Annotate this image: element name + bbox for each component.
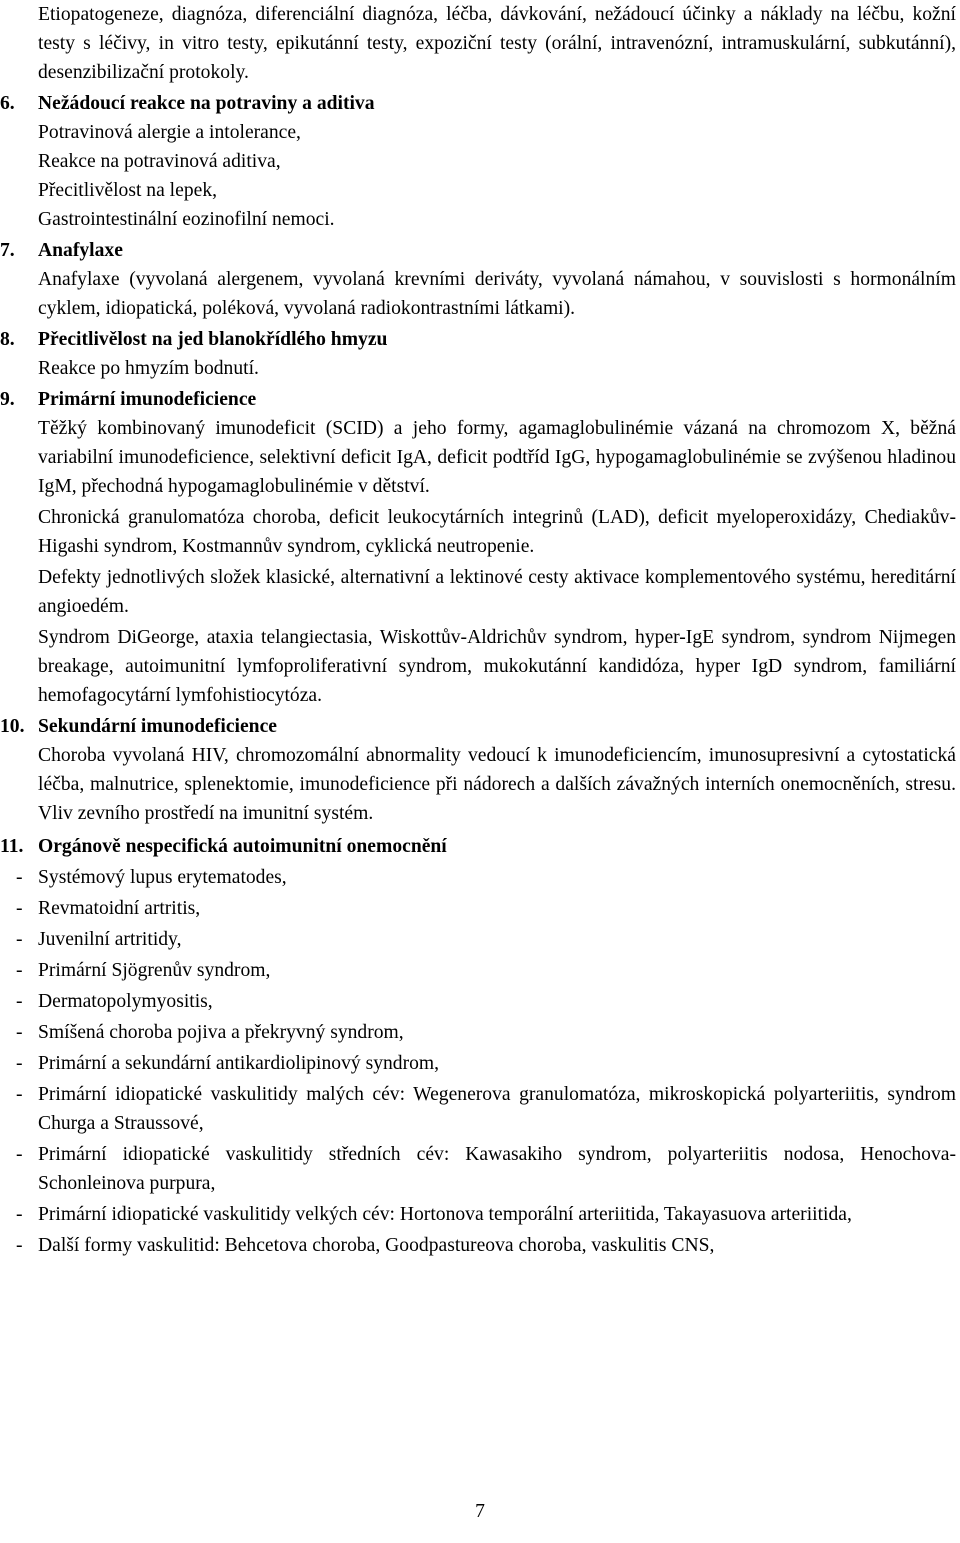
section-paragraph: Choroba vyvolaná HIV, chromozomální abnormality vedoucí k imunodeficiencím, imunosupresivní a cytostatická léčba, malnutrice, splenektomie, imunodeficience při nádorech a dalších závažných interních onemocněních, stresu. Vliv zevního prostředí na imunitní systém.: [38, 745, 956, 824]
section-number: 9.: [0, 389, 15, 410]
list-item-text: Revmatoidní artritis,: [38, 898, 201, 919]
section-paragraph: Reakce po hmyzím bodnutí.: [38, 358, 259, 379]
section-paragraph: Těžký kombinovaný imunodeficit (SCID) a jeho formy, agamaglobulinémie vázaná na chromozom X, běžná variabilní imunodeficience, selektivní deficit IgA, deficit podtříd IgG, hypogamaglobulinémie se zvýšenou hladinou IgM, přechodná hypogamaglobulinémie v dětství.: [38, 418, 956, 497]
dash-marker: -: [16, 1022, 23, 1043]
section-number: 7.: [0, 240, 15, 261]
section-9: [0, 385, 956, 710]
dash-marker: -: [16, 1053, 23, 1074]
list-item: [16, 1200, 956, 1229]
section-6: [0, 89, 956, 234]
list-item-text: Primární Sjögrenův syndrom,: [38, 960, 271, 981]
list-item: [16, 1080, 956, 1138]
section-title: Sekundární imunodeficience: [38, 716, 277, 737]
dash-marker: -: [16, 898, 23, 919]
dash-marker: -: [16, 1235, 23, 1256]
page-number: 7: [475, 1501, 485, 1522]
section-10: [0, 712, 956, 828]
section-heading: [0, 385, 956, 414]
section-line: Reakce na potravinová aditiva,: [38, 151, 281, 172]
dash-marker: -: [16, 929, 23, 950]
list-item-text: Systémový lupus erytematodes,: [38, 867, 287, 888]
list-item-text: Další formy vaskulitid: Behcetova choroba, Goodpastureova choroba, vaskulitis CNS,: [38, 1235, 715, 1256]
list-item-text: Primární idiopatické vaskulitidy středních cév: Kawasakiho syndrom, polyarteriitis nodosa, Henochova-Schonleinova purpura,: [38, 1144, 956, 1194]
dash-marker: -: [16, 1084, 23, 1105]
list-item-text: Primární a sekundární antikardiolipinový syndrom,: [38, 1053, 440, 1074]
list-item: [16, 1018, 956, 1047]
section-heading: [0, 832, 956, 861]
list-item-text: Juvenilní artritidy,: [38, 929, 182, 950]
list-item-text: Dermatopolymyositis,: [38, 991, 213, 1012]
list-item-text: Primární idiopatické vaskulitidy malých cév: Wegenerova granulomatóza, mikroskopická polyarteriitis, syndrom Churga a Straussové,: [38, 1084, 956, 1134]
section-number: 6.: [0, 93, 15, 114]
section-title: Přecitlivělost na jed blanokřídlého hmyzu: [38, 329, 388, 350]
section-number: 10.: [0, 716, 25, 737]
disease-list: [16, 863, 956, 1260]
intro-paragraph: Etiopatogeneze, diagnóza, diferenciální diagnóza, léčba, dávkování, nežádoucí účinky a náklady na léčbu, kožní testy s léčivy, in vitro testy, epikutánní testy, expoziční testy (orální, intravenózní, intramuskulární, subkutánní), desenzibilizační protokoly.: [38, 4, 956, 83]
section-heading: [0, 89, 956, 118]
section-number: 8.: [0, 329, 15, 350]
section-title: Primární imunodeficience: [38, 389, 257, 410]
section-8: [0, 325, 956, 383]
section-title: Nežádoucí reakce na potraviny a aditiva: [38, 93, 375, 114]
section-paragraph: Chronická granulomatóza choroba, deficit leukocytárních integrinů (LAD), deficit myeloperoxidázy, Chediakův-Higashi syndrom, Kostmannův syndrom, cyklická neutropenie.: [38, 507, 956, 557]
list-item: [16, 1049, 956, 1078]
list-item-text: Primární idiopatické vaskulitidy velkých cév: Hortonova temporální arteriitida, Takayasuova arteriitida,: [38, 1204, 852, 1225]
dash-marker: -: [16, 1144, 23, 1165]
section-7: [0, 236, 956, 323]
section-line: Gastrointestinální eozinofilní nemoci.: [38, 209, 335, 230]
section-number: 11.: [0, 836, 24, 857]
dash-marker: -: [16, 1204, 23, 1225]
section-paragraph: Defekty jednotlivých složek klasické, alternativní a lektinové cesty aktivace komplementového systému, hereditární angioedém.: [38, 567, 956, 617]
list-item: [16, 987, 956, 1016]
section-paragraph: Syndrom DiGeorge, ataxia telangiectasia, Wiskottův-Aldrichův syndrom, hyper-IgE syndrom, syndrom Nijmegen breakage, autoimunitní lymfoproliferativní syndrom, mukokutánní kandidóza, hyper IgD syndrom, familiární hemofagocytární lymfohistiocytóza.: [38, 627, 956, 706]
list-item-text: Smíšená choroba pojiva a překryvný syndrom,: [38, 1022, 404, 1043]
list-item: [16, 1231, 956, 1260]
section-paragraph: Anafylaxe (vyvolaná alergenem, vyvolaná krevními deriváty, vyvolaná námahou, v souvislosti s hormonálním cyklem, idiopatická, poléková, vyvolaná radiokontrastními látkami).: [38, 269, 956, 319]
list-item: [16, 956, 956, 985]
section-title: Anafylaxe: [38, 240, 123, 261]
list-item: [16, 863, 956, 892]
dash-marker: -: [16, 960, 23, 981]
list-item: [16, 925, 956, 954]
section-line: Potravinová alergie a intolerance,: [38, 122, 301, 143]
section-heading: [0, 236, 956, 265]
dash-marker: -: [16, 991, 23, 1012]
section-11: [0, 832, 956, 1260]
section-heading: [0, 325, 956, 354]
section-line: Přecitlivělost na lepek,: [38, 180, 218, 201]
list-item: [16, 894, 956, 923]
section-title: Orgánově nespecifická autoimunitní onemocnění: [38, 836, 447, 857]
dash-marker: -: [16, 867, 23, 888]
list-item: [16, 1140, 956, 1198]
section-heading: [0, 712, 956, 741]
